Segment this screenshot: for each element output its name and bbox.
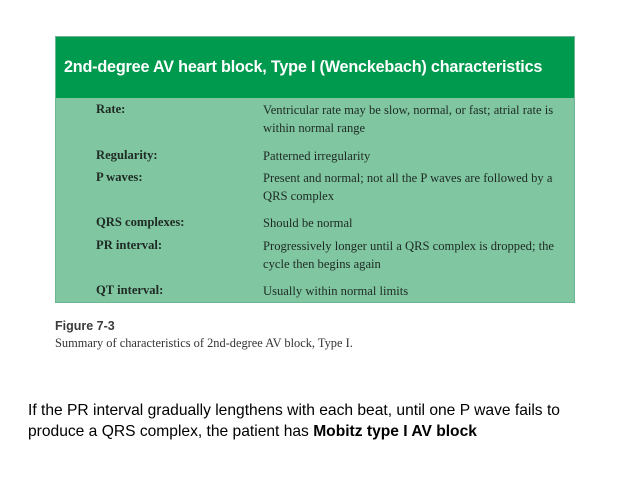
table-row (56, 169, 574, 214)
caption-label: Figure 7-3 (55, 319, 115, 333)
row-description: Progressively longer until a QRS complex is dropped; the cycle then begins again (263, 239, 555, 271)
table-row (56, 147, 574, 169)
figure-title: 2nd-degree AV heart block, Type I (Wenckebach) characteristics (64, 58, 543, 76)
row-label: QRS complexes: (96, 215, 185, 229)
figure-header (56, 37, 574, 98)
note-text: If the PR interval gradually lengthens with each beat, until one P wave fails to produce a QRS complex, the patient has (28, 402, 560, 440)
characteristics-table (56, 101, 574, 304)
row-description: Usually within normal limits (263, 284, 409, 298)
row-label: Rate: (96, 102, 126, 116)
characteristics-figure (55, 36, 575, 303)
row-description: Ventricular rate may be slow, normal, or fast; atrial rate is within normal range (263, 103, 554, 135)
figure-caption (55, 318, 353, 352)
table-row (56, 237, 574, 282)
row-description: Present and normal; not all the P waves are followed by a QRS complex (263, 171, 553, 203)
row-description: Patterned irregularity (263, 149, 371, 163)
summary-note (28, 400, 613, 442)
caption-text: Summary of characteristics of 2nd-degree AV block, Type I. (55, 336, 353, 350)
row-label: QT interval: (96, 283, 164, 297)
table-row (56, 101, 574, 147)
row-label: Regularity: (96, 148, 158, 162)
note-bold-term: Mobitz type I AV block (313, 423, 477, 440)
row-description: Should be normal (263, 216, 353, 230)
table-row (56, 282, 574, 304)
row-label: P waves: (96, 170, 143, 184)
table-row (56, 214, 574, 237)
row-label: PR interval: (96, 238, 163, 252)
